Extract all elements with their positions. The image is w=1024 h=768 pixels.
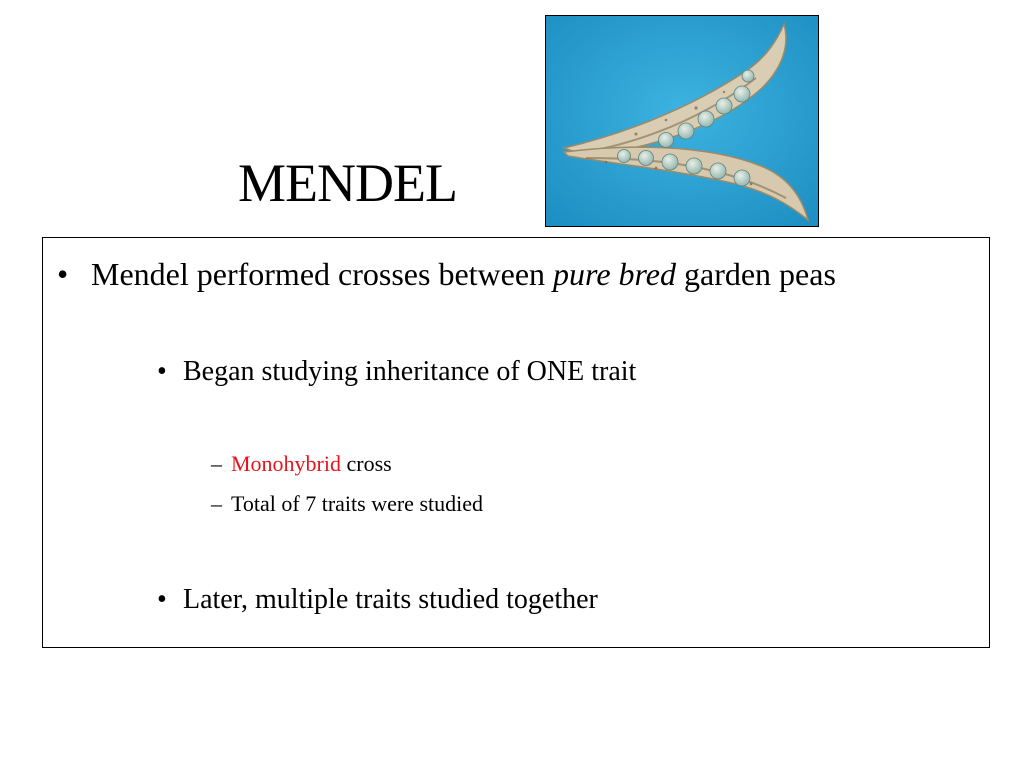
bullet-text [91,252,957,296]
sub-bullet-text: Began studying inheritance of ONE trait [183,356,637,387]
bullet-icon: • [57,256,69,292]
sub-bullet-item [157,354,636,390]
dash-text-part: cross [341,451,392,476]
dash-item [211,489,483,519]
dash-icon: – [211,491,222,516]
bullet-text-emphasis: pure bred [553,256,676,292]
bullet-text-part: Mendel performed crosses between [91,256,554,292]
bullet-item [57,252,957,296]
dash-icon: – [211,451,222,476]
content-box [42,237,990,648]
sub-bullet-item [157,582,598,618]
sub-bullet-text: Later, multiple traits studied together [183,584,598,615]
pea-pod-photo [545,15,819,227]
dash-text: Total of 7 traits were studied [231,491,484,516]
dash-text [231,449,392,479]
bullet-icon: • [157,356,167,387]
bullet-text-part: garden peas [675,256,836,292]
bullet-icon: • [157,584,167,615]
slide-title: MENDEL [238,153,457,213]
highlight-text: Monohybrid [231,451,341,476]
dash-item [211,449,392,479]
